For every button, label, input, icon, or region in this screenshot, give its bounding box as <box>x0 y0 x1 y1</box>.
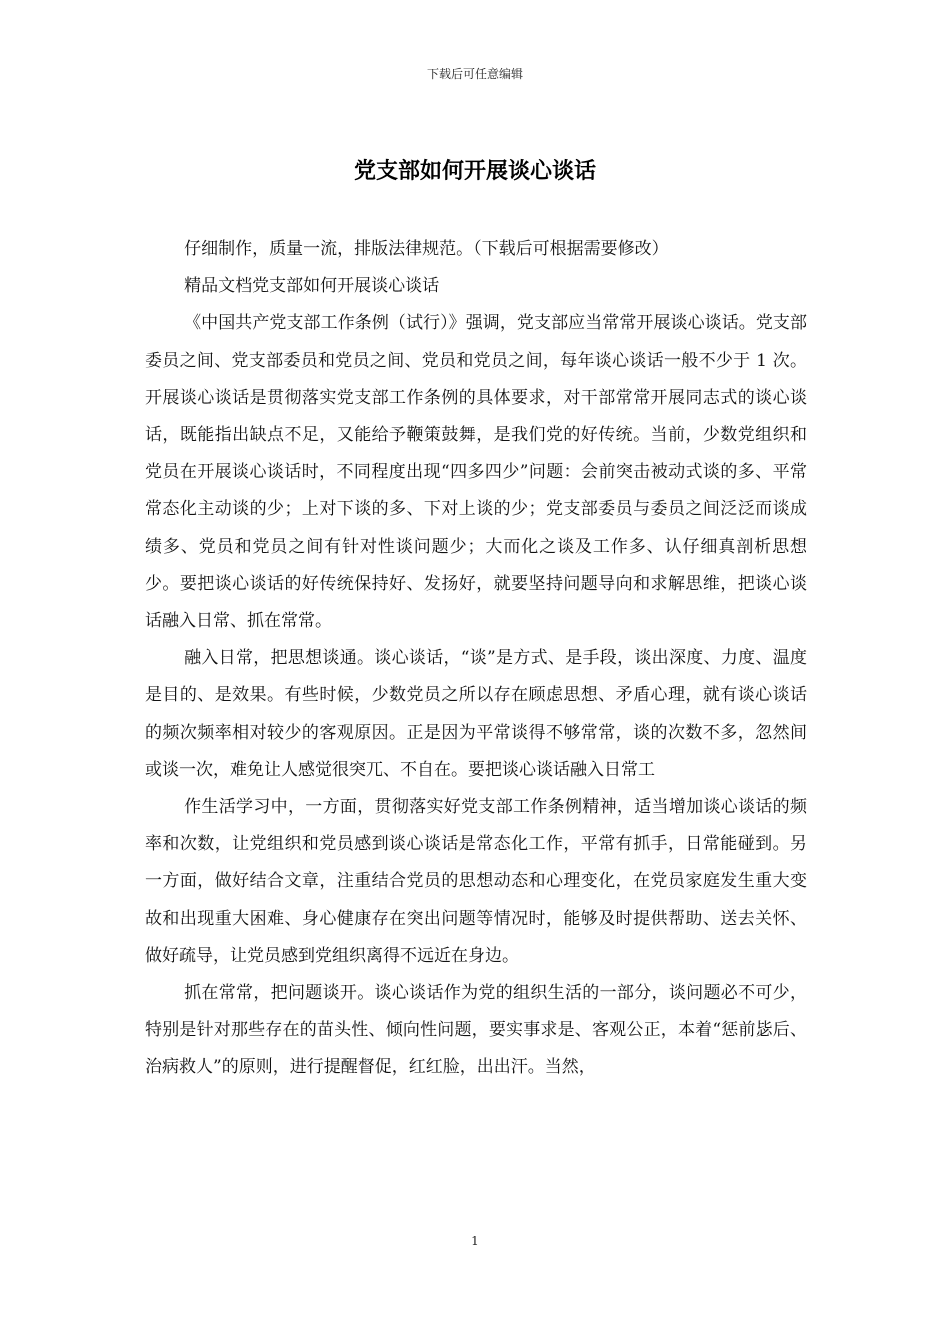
paragraph-work-life-study: 作生活学习中，一方面，贯彻落实好党支部工作条例精神，适当增加谈心谈话的频率和次数，让党组织和党员感到谈心谈话是常态化工作，平常有抓手，日常能碰到。另一方面，做好结合文章，注重结合党员的思想动态和心理变化，在党员家庭发生重大变故和出现重大困难、身心健康存在突出问题等情况时，能够及时提供帮助、送去关怀、做好疏导，让党员感到党组织离得不远近在身边。 <box>145 797 807 966</box>
paragraph-regulation: 《中国共产党支部工作条例（试行）》强调，党支部应当常常开展谈心谈话。党支部委员之间、党支部委员和党员之间、党员和党员之间，每年谈心谈话一般不少于 1 次。开展谈心谈话是贯彻落实党支部工作条例的具体要求，对干部常常开展同志式的谈心谈话，既能指出缺点不足，又能给予鞭策鼓舞，是我们党的好传统。当前，少数党组织和党员在开展谈心谈话时，不同程度出现“四多四少”问题：会前突击被动式谈的多、平常常态化主动谈的少；上对下谈的多、下对上谈的少；党支部委员与委员之间泛泛而谈成绩多、党员和党员之间有针对性谈问题少；大而化之谈及工作多、认仔细真剖析思想少。要把谈心谈话的好传统保持好、发扬好，就要坚持问题导向和求解思维，把谈心谈话融入日常、抓在常常。 <box>145 313 807 632</box>
paragraph-intro: 仔细制作，质量一流，排版法律规范。（下载后可根据需要修改） <box>184 239 669 259</box>
paragraph-problem-talks: 抓在常常，把问题谈开。谈心谈话作为党的组织生活的一部分，谈问题必不可少，特别是针对那些存在的苗头性、倾向性问题，要实事求是、客观公正，本着“惩前毖后、治病救人”的原则，进行提醒督促，红红脸，出出汗。当然， <box>145 983 807 1078</box>
document-title: 党支部如何开展谈心谈话 <box>353 158 596 184</box>
document-body <box>145 231 807 1087</box>
paragraph-daily-integration: 融入日常，把思想谈通。谈心谈话，“谈”是方式、是手段，谈出深度、力度、温度是目的、是效果。有些时候，少数党员之所以存在顾虑思想、矛盾心理，就有谈心谈话的频次频率相对较少的客观原因。正是因为平常谈得不够常常，谈的次数不多，忽然间或谈一次，难免让人感觉很突兀、不自在。要把谈心谈话融入日常工 <box>145 648 807 780</box>
page-number: 1 <box>471 1234 479 1248</box>
page-header: 下载后可任意编辑 <box>426 67 523 81</box>
paragraph-subtitle: 精品文档党支部如何开展谈心谈话 <box>184 276 440 297</box>
